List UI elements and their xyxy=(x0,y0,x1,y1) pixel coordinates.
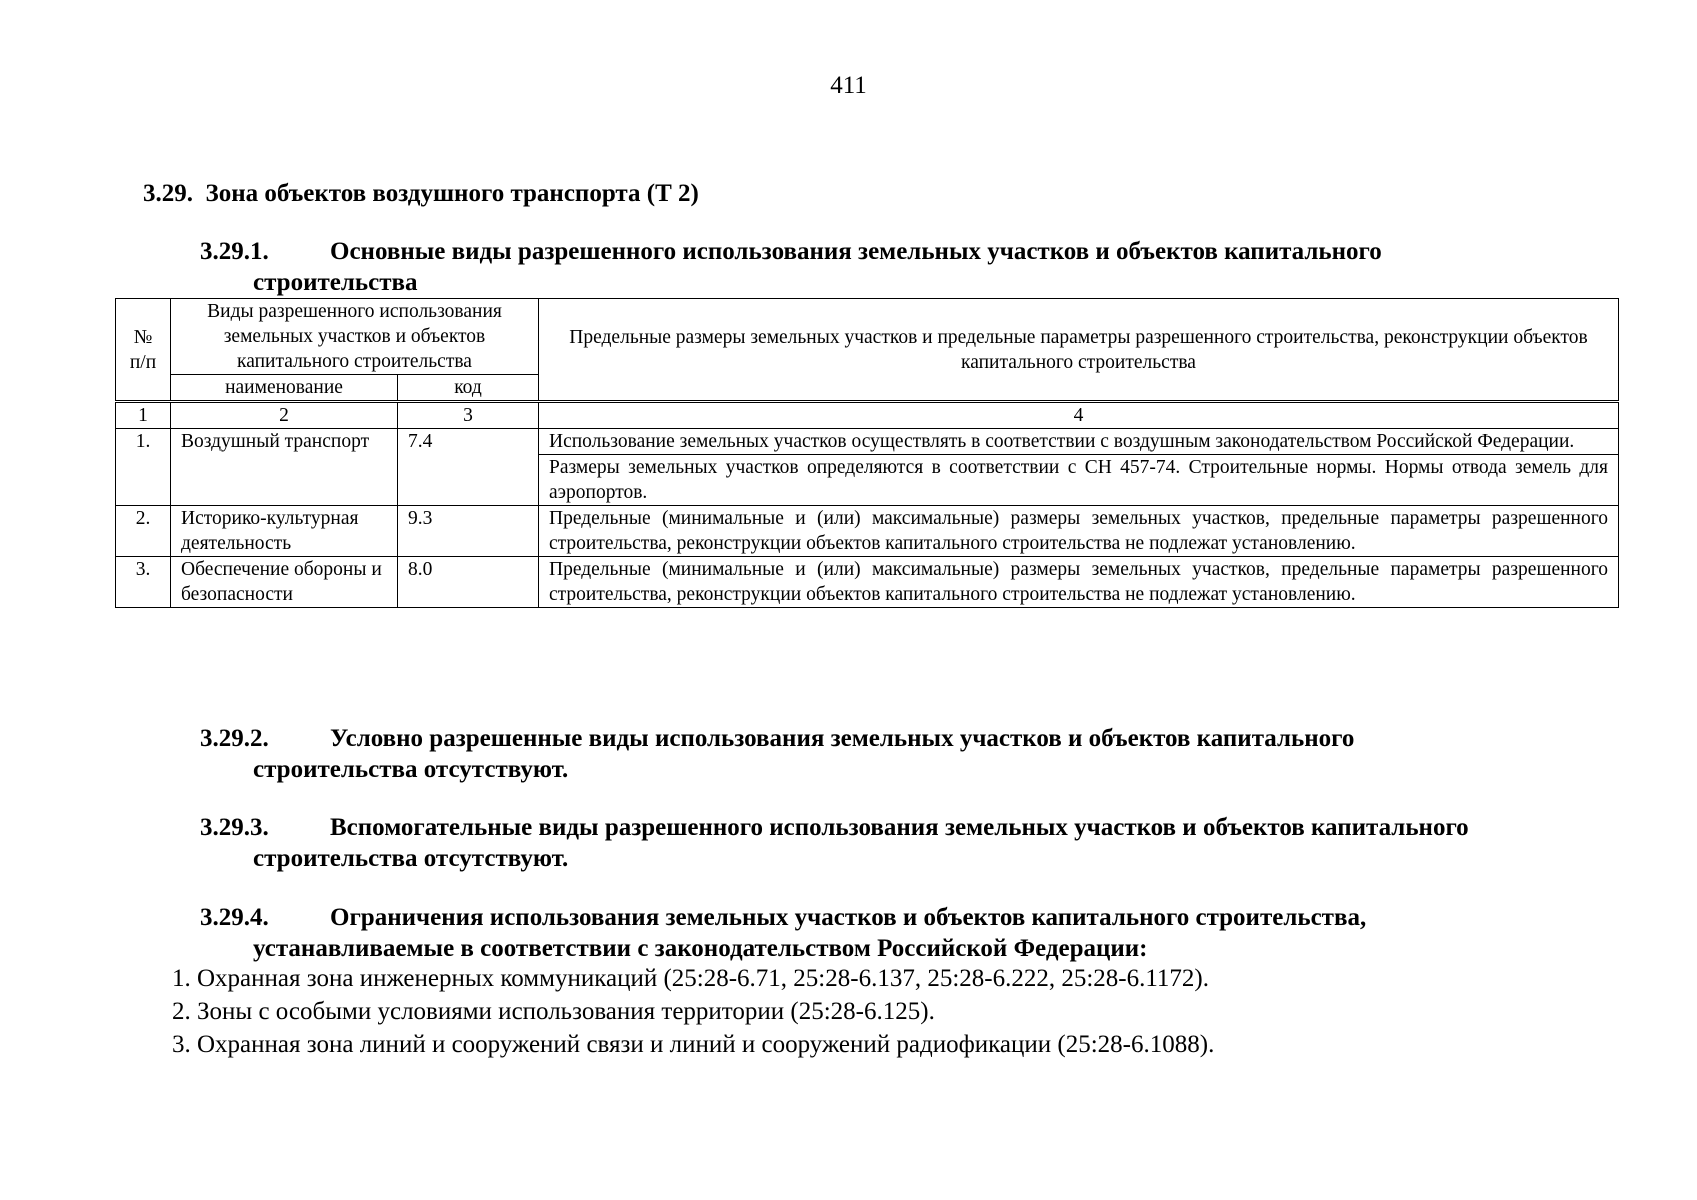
column-number: 4 xyxy=(539,402,1619,429)
row-limit: Размеры земельных участков определяются в соответствии с СН 457-74. Строительные нормы. Нормы отвода земель для аэропортов. xyxy=(539,455,1619,506)
row-no: 1. xyxy=(116,429,171,506)
column-number: 1 xyxy=(116,402,171,429)
subsection-title-line2: устанавливаемые в соответствии с законодательством Российской Федерации: xyxy=(253,935,1148,962)
row-code: 7.4 xyxy=(398,429,539,506)
section-heading xyxy=(143,180,699,208)
restrictions-list xyxy=(172,962,1214,1061)
list-item: 3. Охранная зона линий и сооружений связи и линий и сооружений радиофикации (25:28-6.1088). xyxy=(172,1031,1215,1058)
header-code: код xyxy=(398,375,539,402)
subsection-title-line2: строительства отсутствуют. xyxy=(253,756,569,783)
table-row xyxy=(116,506,1619,557)
subsection-number: 3.29.4. xyxy=(200,904,269,931)
row-no: 2. xyxy=(116,506,171,557)
list-item: 2. Зоны с особыми условиями использования территории (25:28-6.125). xyxy=(172,998,935,1025)
column-number: 3 xyxy=(398,402,539,429)
section-title: Зона объектов воздушного транспорта (Т 2) xyxy=(205,180,699,207)
row-code: 9.3 xyxy=(398,506,539,557)
subsection-heading-3 xyxy=(200,812,1619,874)
column-number: 2 xyxy=(171,402,398,429)
section-number: 3.29. xyxy=(143,180,193,207)
subsection-heading-1 xyxy=(200,236,1619,298)
header-types: Виды разрешенного использования земельных участков и объектов капитального строительства xyxy=(171,299,539,375)
subsection-title-line1: Условно разрешенные виды использования земельных участков и объектов капитального xyxy=(330,725,1355,752)
row-limit: Использование земельных участков осуществлять в соответствии с воздушным законодательством Российской Федерации. xyxy=(539,429,1619,455)
subsection-number: 3.29.1. xyxy=(200,238,269,265)
row-limit: Предельные (минимальные и (или) максимальные) размеры земельных участков, предельные параметры разрешенного строительства, реконструкции объектов капитального строительства не подлежат установлению. xyxy=(539,557,1619,608)
table-row xyxy=(116,429,1619,455)
column-number-row xyxy=(116,402,1619,429)
row-no: 3. xyxy=(116,557,171,608)
list-item: 1. Охранная зона инженерных коммуникаций (25:28-6.71, 25:28-6.137, 25:28-6.222, 25:28-6.1172). xyxy=(172,965,1210,992)
subsection-title-line1: Ограничения использования земельных участков и объектов капитального строительства, xyxy=(330,904,1367,931)
subsection-title-line1: Вспомогательные виды разрешенного использования земельных участков и объектов капитального xyxy=(330,814,1469,841)
row-code: 8.0 xyxy=(398,557,539,608)
header-limits: Предельные размеры земельных участков и предельные параметры разрешенного строительства, реконструкции объектов капитального строительства xyxy=(539,299,1619,402)
header-name: наименование xyxy=(171,375,398,402)
header-no: № п/п xyxy=(116,299,171,402)
row-name: Воздушный транспорт xyxy=(171,429,398,506)
table-row xyxy=(116,557,1619,608)
subsection-heading-4 xyxy=(200,902,1619,964)
row-name: Историко-культурная деятельность xyxy=(171,506,398,557)
subsection-number: 3.29.2. xyxy=(200,725,269,752)
subsection-title-line1: Основные виды разрешенного использования земельных участков и объектов капитального xyxy=(330,238,1382,265)
row-limit: Предельные (минимальные и (или) максимальные) размеры земельных участков, предельные параметры разрешенного строительства, реконструкции объектов капитального строительства не подлежат установлению. xyxy=(539,506,1619,557)
subsection-title-line2: строительства xyxy=(253,269,418,296)
row-name: Обеспечение обороны и безопасности xyxy=(171,557,398,608)
subsection-title-line2: строительства отсутствуют. xyxy=(253,845,569,872)
subsection-heading-2 xyxy=(200,723,1619,785)
subsection-number: 3.29.3. xyxy=(200,814,269,841)
table-header-row xyxy=(116,299,1619,375)
page-number: 411 xyxy=(830,72,867,99)
land-use-table xyxy=(115,298,1619,608)
